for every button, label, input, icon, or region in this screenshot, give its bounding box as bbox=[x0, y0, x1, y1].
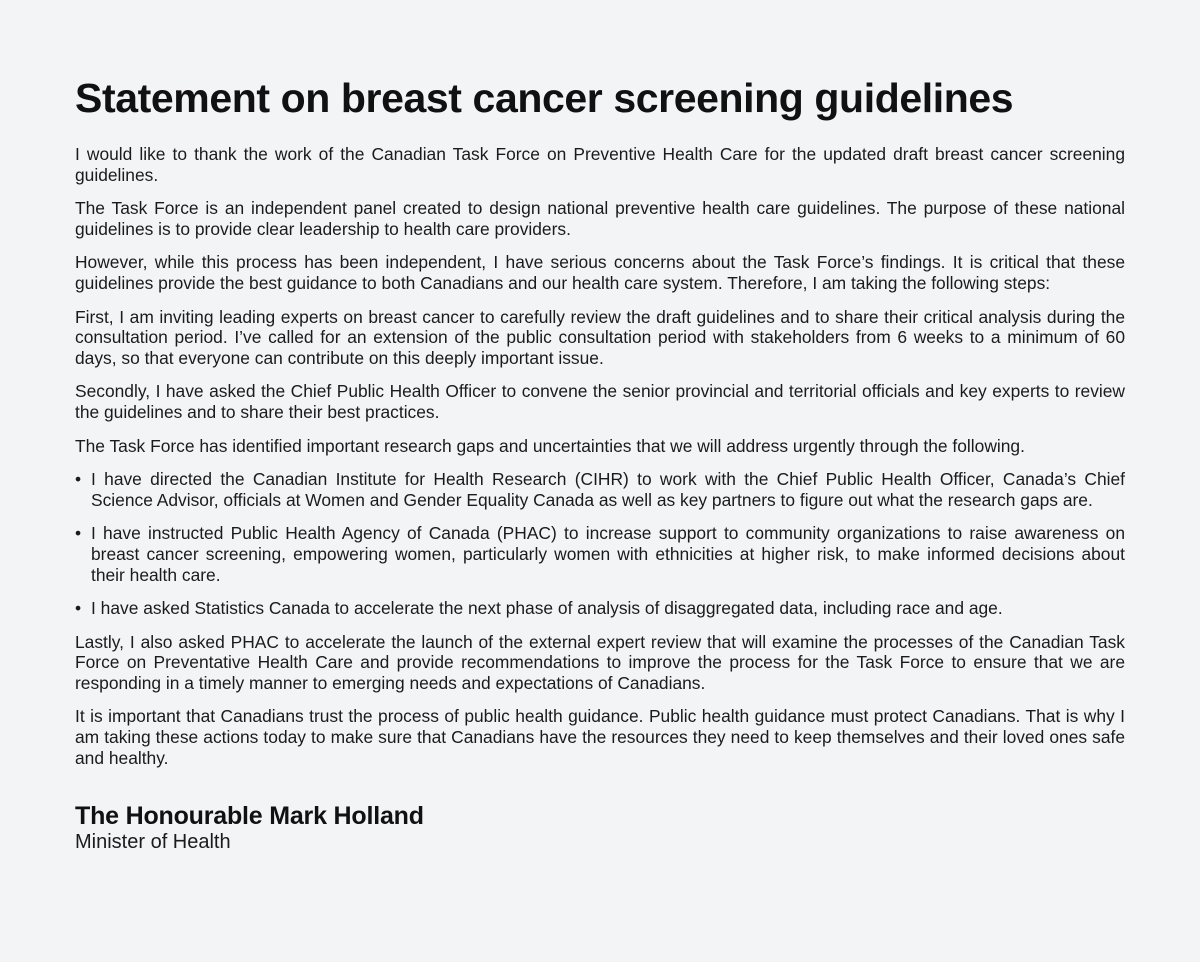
paragraph: The Task Force has identified important research gaps and uncertainties that we will address urgently through the following. bbox=[75, 435, 1025, 456]
signatory-name: The Honourable Mark Holland bbox=[75, 802, 424, 831]
bullet-icon: • bbox=[75, 469, 82, 490]
signatory-title: Minister of Health bbox=[75, 831, 231, 854]
bullet-icon: • bbox=[75, 523, 82, 544]
paragraph: Secondly, I have asked the Chief Public Health Officer to convene the senior provincial and territorial officials and key experts to review the guidelines and to share their best practices. bbox=[75, 381, 1125, 422]
paragraph: The Task Force is an independent panel created to design national preventive health care guidelines. The purpose of these national guidelines is to provide clear leadership to health care providers. bbox=[75, 198, 1125, 239]
paragraph: Lastly, I also asked PHAC to accelerate the launch of the external expert review that will examine the processes of the Canadian Task Force on Preventative Health Care and provide recommendations to improve the process for the Task Force to ensure that we are responding in a timely manner to emerging needs and expectations of Canadians. bbox=[75, 631, 1125, 693]
bullet-icon: • bbox=[75, 598, 82, 619]
list-item bbox=[75, 469, 1125, 510]
list-item bbox=[75, 523, 1125, 585]
paragraph: I would like to thank the work of the Canadian Task Force on Preventive Health Care for the updated draft breast cancer screening guidelines. bbox=[75, 144, 1125, 185]
paragraph: It is important that Canadians trust the process of public health guidance. Public health guidance must protect Canadians. That is why I am taking these actions today to make sure that Canadians have the resources they need to keep themselves and their loved ones safe and healthy. bbox=[75, 706, 1125, 768]
list-item-text: I have asked Statistics Canada to accelerate the next phase of analysis of disaggregated data, including race and age. bbox=[91, 598, 1003, 619]
statement-body bbox=[75, 144, 1125, 768]
paragraph: However, while this process has been independent, I have serious concerns about the Task Force’s findings. It is critical that these guidelines provide the best guidance to both Canadians and our health care system. Therefore, I am taking the following steps: bbox=[75, 252, 1125, 293]
list-item-text: I have instructed Public Health Agency of Canada (PHAC) to increase support to community organizations to raise awareness on breast cancer screening, empowering women, particularly women with ethnicities at higher risk, to make informed decisions about their health care. bbox=[91, 523, 1125, 585]
list-item bbox=[75, 598, 1125, 619]
action-list bbox=[75, 469, 1125, 619]
signature-block bbox=[75, 802, 1125, 854]
paragraph: First, I am inviting leading experts on breast cancer to carefully review the draft guidelines and to share their critical analysis during the consultation period. I’ve called for an extension of the public consultation period with stakeholders from 6 weeks to a minimum of 60 days, so that everyone can contribute on this deeply important issue. bbox=[75, 306, 1125, 368]
page-title: Statement on breast cancer screening guidelines bbox=[75, 75, 1014, 121]
list-item-text: I have directed the Canadian Institute for Health Research (CIHR) to work with the Chief Public Health Officer, Canada’s Chief Science Advisor, officials at Women and Gender Equality Canada as well as key partners to figure out what the research gaps are. bbox=[91, 469, 1125, 510]
